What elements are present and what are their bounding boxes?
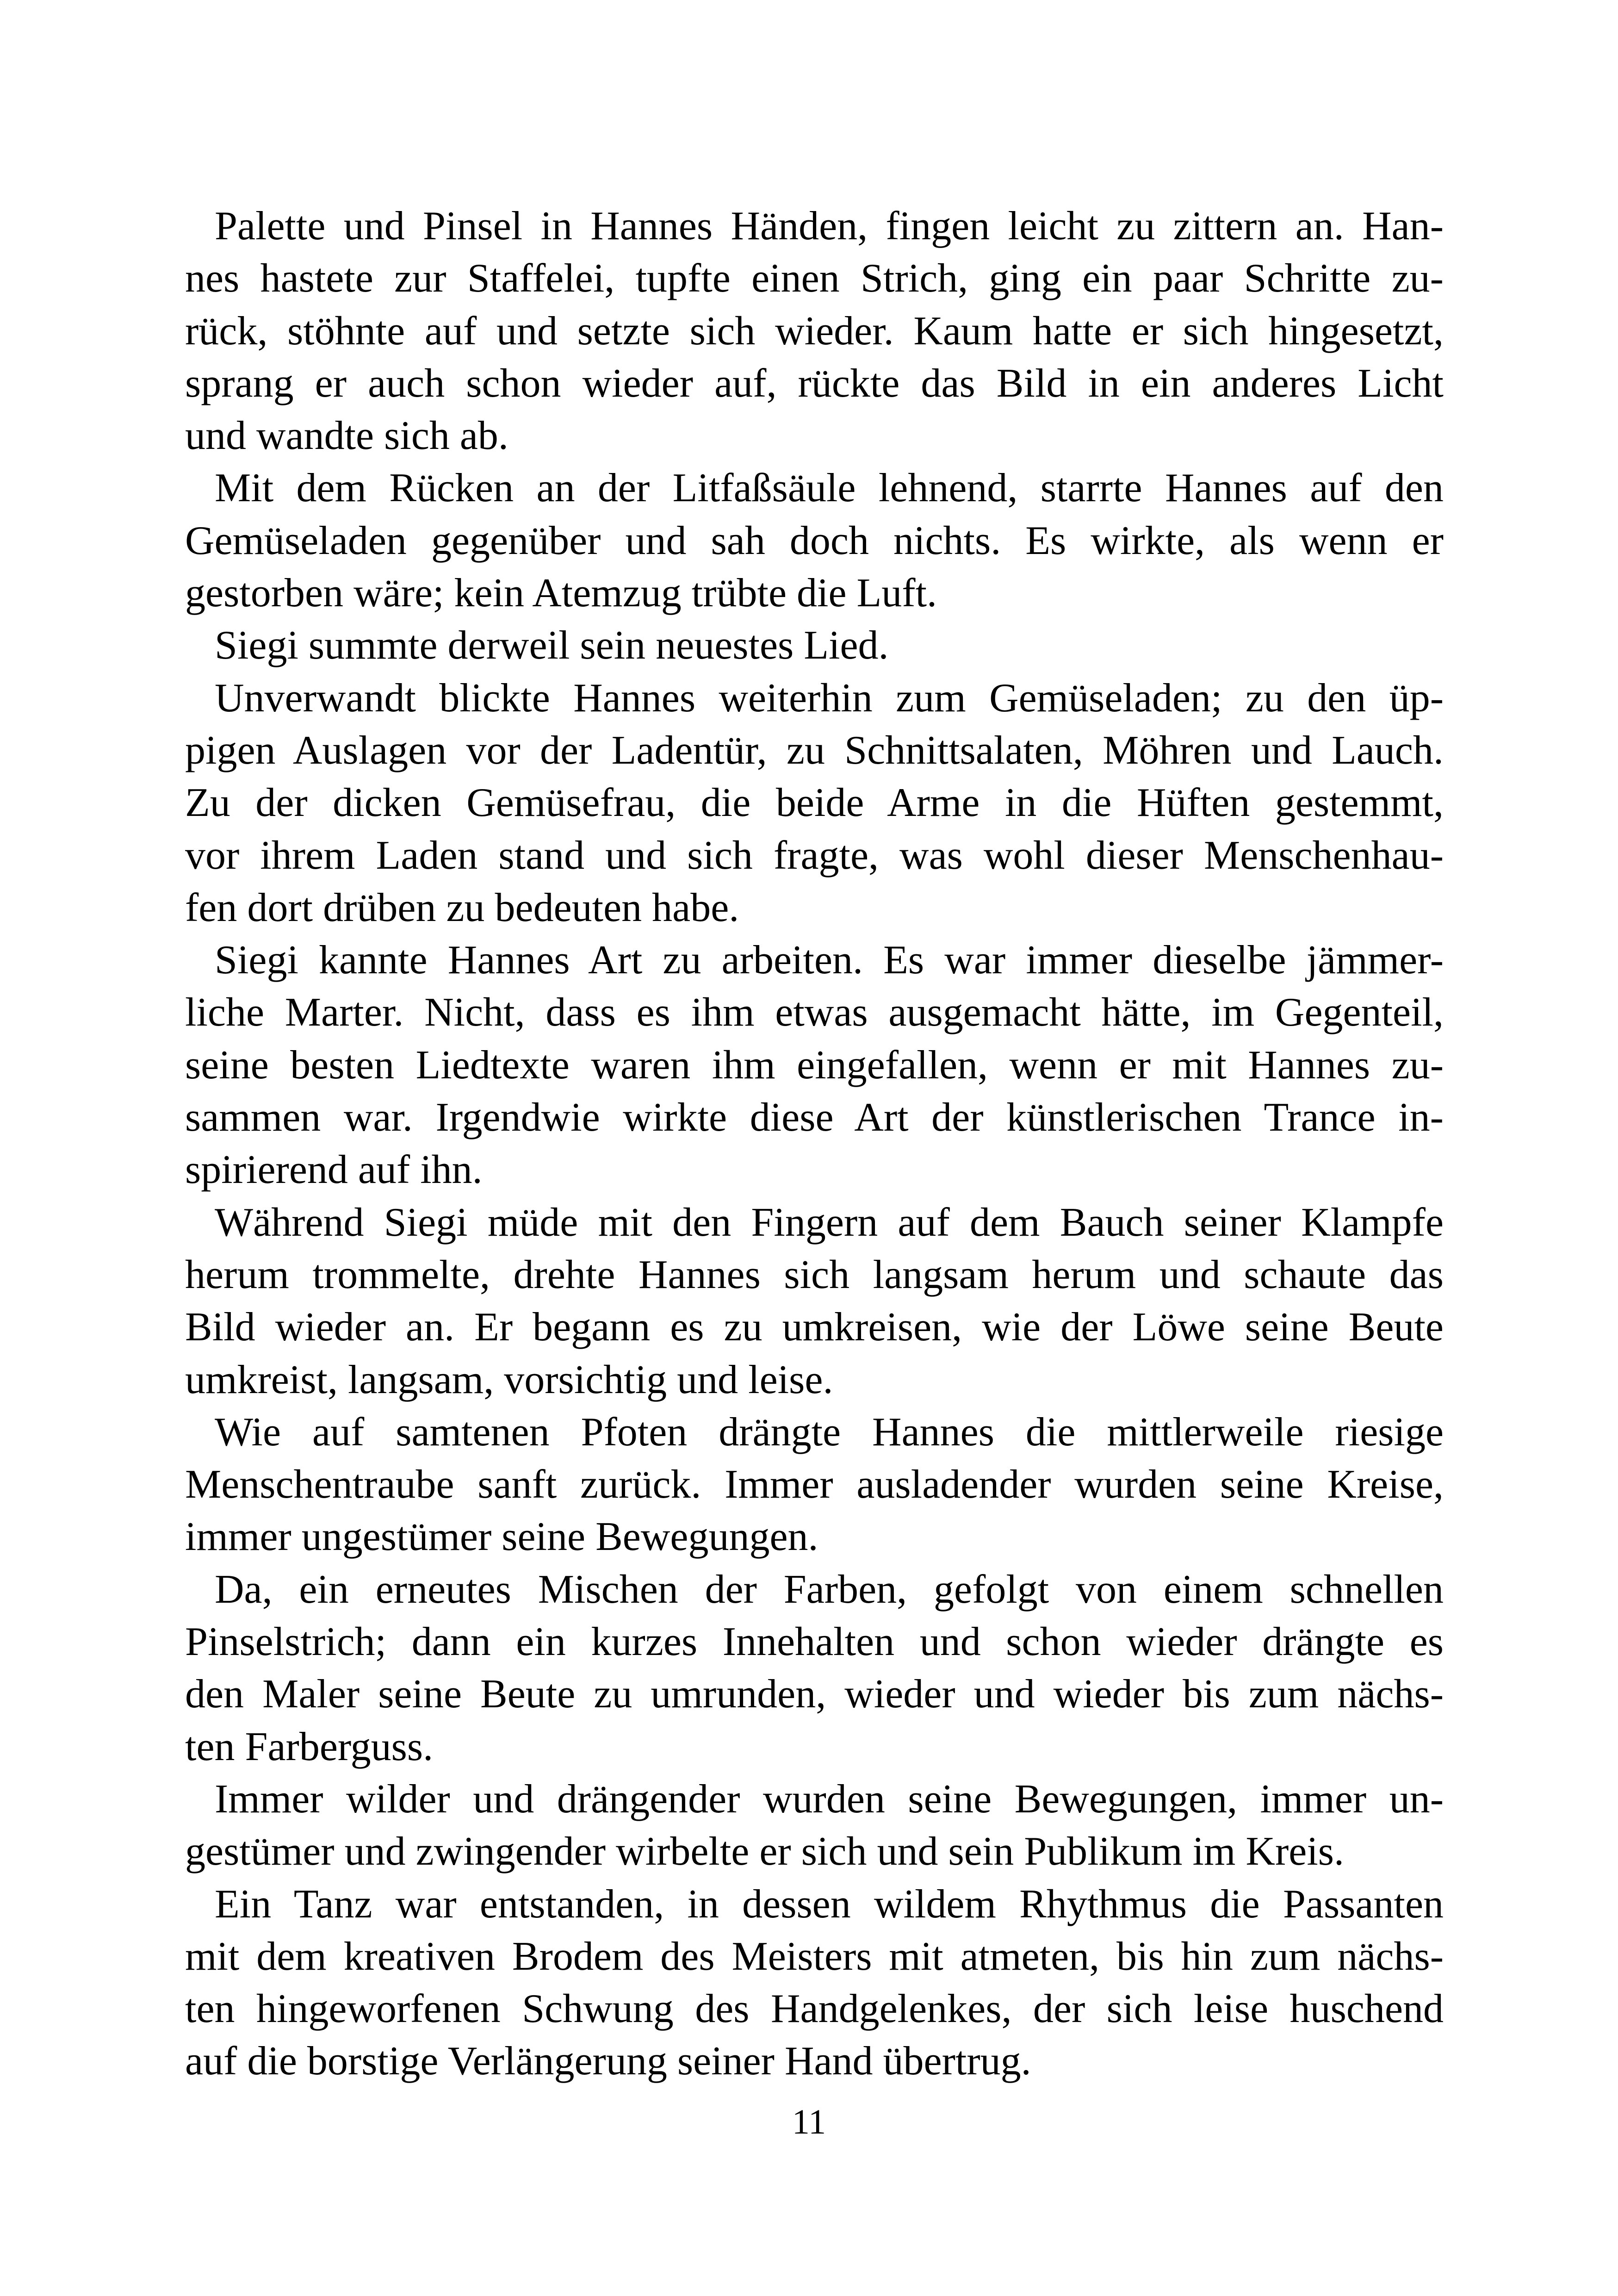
body-text	[185, 200, 1444, 2088]
text-line: Zu der dicken Gemüsefrau, die beide Arme in die Hüften gestemmt,	[185, 780, 1444, 826]
text-line: Ein Tanz war entstanden, in dessen wildem Rhythmus die Passanten	[215, 1881, 1444, 1927]
text-line: herum trommelte, drehte Hannes sich langsam herum und schaute das	[185, 1252, 1444, 1297]
paragraph	[185, 1878, 1444, 2088]
text-line: Bild wieder an. Er begann es zu umkreisen, wie der Löwe seine Beute	[185, 1305, 1444, 1350]
text-line: sammen war. Irgendwie wirkte diese Art der künstlerischen Trance in-	[185, 1095, 1444, 1140]
text-line: und wandte sich ab.	[185, 413, 508, 459]
paragraph	[185, 934, 1444, 1196]
text-line: nes hastete zur Staffelei, tupfte einen Strich, ging ein paar Schritte zu-	[185, 256, 1444, 301]
text-line: den Maler seine Beute zu umrunden, wieder und wieder bis zum nächs-	[185, 1672, 1444, 1717]
text-line: gestümer und zwingender wirbelte er sich und sein Publikum im Kreis.	[185, 1829, 1345, 1874]
paragraph	[185, 1563, 1444, 1773]
text-line: seine besten Liedtexte waren ihm eingefallen, wenn er mit Hannes zu-	[185, 1042, 1444, 1088]
text-line: liche Marter. Nicht, dass es ihm etwas ausgemacht hätte, im Gegenteil,	[185, 990, 1444, 1035]
text-line: Palette und Pinsel in Hannes Händen, fingen leicht zu zittern an. Han-	[215, 204, 1444, 249]
paragraph	[185, 1196, 1444, 1406]
text-line: rück, stöhnte auf und setzte sich wieder. Kaum hatte er sich hingesetzt,	[185, 308, 1444, 354]
paragraph	[185, 672, 1444, 934]
text-line: immer ungestümer seine Bewegungen.	[185, 1514, 818, 1560]
text-line: sprang er auch schon wieder auf, rückte das Bild in ein anderes Licht	[185, 361, 1444, 406]
text-line: Gemüseladen gegenüber und sah doch nichts. Es wirkte, als wenn er	[185, 518, 1444, 563]
paragraph	[185, 619, 1444, 672]
text-line: Siegi kannte Hannes Art zu arbeiten. Es war immer dieselbe jämmer-	[215, 938, 1444, 983]
text-line: spirierend auf ihn.	[185, 1147, 483, 1193]
text-line: Wie auf samtenen Pfoten drängte Hannes die mittlerweile riesige	[215, 1409, 1444, 1455]
paragraph	[185, 1406, 1444, 1563]
text-line: Pinselstrich; dann ein kurzes Innehalten und schon wieder drängte es	[185, 1619, 1444, 1665]
text-line: fen dort drüben zu bedeuten habe.	[185, 885, 739, 930]
text-line: Da, ein erneutes Mischen der Farben, gefolgt von einem schnellen	[215, 1567, 1444, 1612]
paragraph	[185, 462, 1444, 619]
text-line: Mit dem Rücken an der Litfaßsäule lehnend, starrte Hannes auf den	[215, 466, 1444, 511]
text-line: Unverwandt blickte Hannes weiterhin zum Gemüseladen; zu den üp-	[215, 675, 1444, 721]
text-line: ten Farberguss.	[185, 1724, 434, 1769]
text-line: Während Siegi müde mit den Fingern auf dem Bauch seiner Klampfe	[215, 1200, 1444, 1245]
text-line: mit dem kreativen Brodem des Meisters mit atmeten, bis hin zum nächs-	[185, 1934, 1444, 1979]
page-number: 11	[792, 2103, 826, 2141]
paragraph	[185, 1773, 1444, 1878]
text-line: Immer wilder und drängender wurden seine Bewegungen, immer un-	[215, 1776, 1444, 1822]
text-line: umkreist, langsam, vorsichtig und leise.	[185, 1357, 833, 1402]
text-line: ten hingeworfenen Schwung des Handgelenkes, der sich leise huschend	[185, 1986, 1444, 2032]
text-line: pigen Auslagen vor der Ladentür, zu Schnittsalaten, Möhren und Lauch.	[185, 728, 1444, 773]
text-line: Siegi summte derweil sein neuestes Lied.	[215, 623, 889, 668]
paragraph	[185, 200, 1444, 462]
text-line: gestorben wäre; kein Atemzug trübte die Luft.	[185, 571, 937, 616]
text-line: Menschentraube sanft zurück. Immer ausladender wurden seine Kreise,	[185, 1462, 1444, 1507]
text-line: auf die borstige Verlängerung seiner Hand übertrug.	[185, 2039, 1031, 2084]
text-line: vor ihrem Laden stand und sich fragte, was wohl dieser Menschenhau-	[185, 833, 1444, 878]
